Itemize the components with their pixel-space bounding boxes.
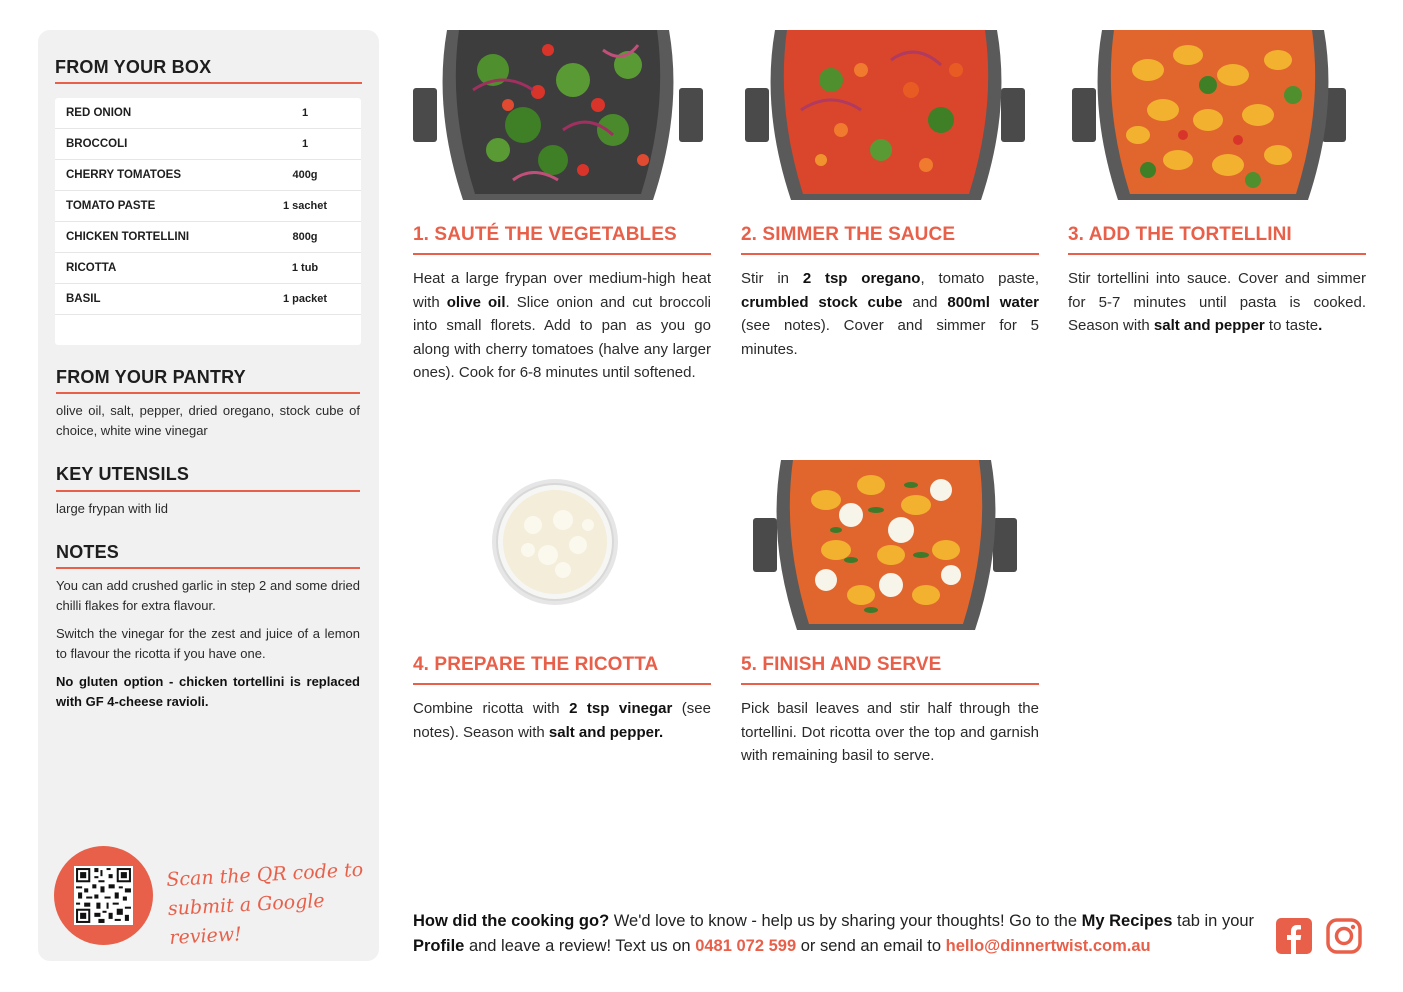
text-run: Pick basil leaves and stir half through the tortellini. Dot ricotta over the top and garnish with remaining basil to serve. <box>741 700 1039 764</box>
ingredient-name: CHERRY TOMATOES <box>66 169 182 181</box>
note-item: You can add crushed garlic in step 2 and some dried chilli flakes for extra flavour. <box>56 578 360 613</box>
ingredients-sidebar <box>38 30 379 961</box>
pan-sauce-image <box>741 30 1039 200</box>
bold-text: How did the cooking go? <box>413 912 610 930</box>
step-body <box>741 697 1039 768</box>
ingredient-qty: 1 sachet <box>282 200 328 212</box>
phone-link[interactable]: 0481 072 599 <box>695 937 797 955</box>
ingredient-name: BROCCOLI <box>66 138 128 150</box>
ricotta-bowl-image <box>413 460 711 630</box>
step-divider <box>741 683 1039 685</box>
text-run: , tomato paste, <box>920 270 1039 287</box>
text-run: . Slice onion and cut broccoli into small florets. Add to pan as you go along with cherry tomatoes (halve any larger ones). Cook for 6-8 minutes until softened. <box>413 293 711 381</box>
bold-text: crumbled stock cube <box>741 293 903 311</box>
ingredient-qty: 1 packet <box>282 293 328 305</box>
table-row <box>55 98 361 129</box>
table-row <box>55 284 361 315</box>
qr-badge[interactable] <box>54 846 153 945</box>
text-run: Combine ricotta with <box>413 700 570 717</box>
pan-finished-dish-image <box>741 460 1039 630</box>
instagram-icon[interactable] <box>1325 917 1363 955</box>
qr-caption <box>166 855 381 953</box>
text-run: and <box>902 293 948 311</box>
text-run: tab in your <box>1172 912 1255 930</box>
qr-caption-line2: submit a Google review! <box>167 889 326 949</box>
bold-text: Profile <box>413 937 465 955</box>
pan-vegetables-image <box>413 30 711 200</box>
bold-text: . <box>1318 317 1323 334</box>
bold-text: salt and pepper <box>1153 317 1265 334</box>
section-divider <box>56 392 360 394</box>
text-run: Stir in <box>741 270 803 287</box>
ingredient-name: TOMATO PASTE <box>66 200 156 212</box>
qr-code-icon <box>74 866 133 925</box>
step-divider <box>413 253 711 255</box>
facebook-icon[interactable] <box>1275 917 1313 955</box>
step-body <box>413 697 711 744</box>
table-row <box>55 191 361 222</box>
table-row <box>55 253 361 284</box>
bold-text: salt and pepper. <box>548 723 664 741</box>
from-your-box-heading: FROM YOUR BOX <box>55 57 212 77</box>
ingredient-qty: 1 <box>301 138 309 150</box>
ingredient-name: RED ONION <box>66 107 132 119</box>
table-row <box>55 129 361 160</box>
table-row-empty <box>55 315 361 345</box>
step-divider <box>413 683 711 685</box>
ingredient-name: RICOTTA <box>66 262 117 274</box>
text-run: (see notes). Cover and simmer for 5 minutes. <box>741 317 1039 358</box>
bold-text: 2 tsp vinegar <box>569 700 673 717</box>
step-divider <box>1068 253 1366 255</box>
notes-heading: NOTES <box>56 542 120 562</box>
ingredient-qty: 800g <box>292 231 318 243</box>
note-item: Switch the vinegar for the zest and juice of a lemon to flavour the ricotta if you have one. <box>56 626 360 661</box>
ingredients-table <box>55 98 361 345</box>
text-run: Stir tortellini into sauce. Cover and simmer for 5-7 minutes until pasta is cooked. Season with <box>1068 270 1366 334</box>
text-run: Heat a large frypan over medium-high heat with <box>413 270 711 311</box>
bold-text: 2 tsp oregano <box>802 270 921 287</box>
table-row <box>55 222 361 253</box>
step-title: 4. PREPARE THE RICOTTA <box>413 654 659 675</box>
step-title: 3. ADD THE TORTELLINI <box>1068 224 1292 245</box>
section-divider <box>55 82 362 84</box>
email-link[interactable]: hello@dinnertwist.com.au <box>945 937 1151 955</box>
step-body <box>413 267 711 385</box>
step-divider <box>741 253 1039 255</box>
ingredient-qty: 400g <box>292 169 318 181</box>
bold-text: My Recipes <box>1081 912 1173 930</box>
bold-text: 800ml water <box>947 293 1039 311</box>
review-footer <box>413 909 1263 959</box>
text-run: We'd love to know - help us by sharing your thoughts! Go to the <box>609 912 1082 930</box>
ingredient-name: BASIL <box>66 293 101 305</box>
bold-text: olive oil <box>446 293 506 311</box>
notes-list <box>56 576 360 720</box>
text-run: or send an email to <box>796 937 946 955</box>
utensils-text: large frypan with lid <box>56 501 168 516</box>
text-run: (see notes). Season with <box>413 700 711 741</box>
step-title: 2. SIMMER THE SAUCE <box>741 224 956 245</box>
pantry-text: olive oil, salt, pepper, dried oregano, stock cube of choice, white wine vinegar <box>56 403 360 438</box>
table-row <box>55 160 361 191</box>
pan-tortellini-image <box>1068 30 1366 200</box>
section-divider <box>56 567 360 569</box>
step-body <box>741 267 1039 361</box>
ingredient-qty: 1 tub <box>291 262 319 274</box>
qr-caption-line1: Scan the QR code to <box>165 858 364 892</box>
step-body <box>1068 267 1366 338</box>
step-title: 1. SAUTÉ THE VEGETABLES <box>413 224 677 245</box>
ingredient-name: CHICKEN TORTELLINI <box>66 231 190 243</box>
note-item-gluten: No gluten option - chicken tortellini is replaced with GF 4-cheese ravioli. <box>56 674 360 709</box>
key-utensils-heading: KEY UTENSILS <box>56 464 190 484</box>
from-your-pantry-heading: FROM YOUR PANTRY <box>56 367 246 387</box>
ingredient-qty: 1 <box>301 107 309 119</box>
step-title: 5. FINISH AND SERVE <box>741 654 942 675</box>
text-run: and leave a review! Text us on <box>464 937 696 955</box>
text-run: to taste <box>1264 317 1319 334</box>
section-divider <box>56 490 360 492</box>
